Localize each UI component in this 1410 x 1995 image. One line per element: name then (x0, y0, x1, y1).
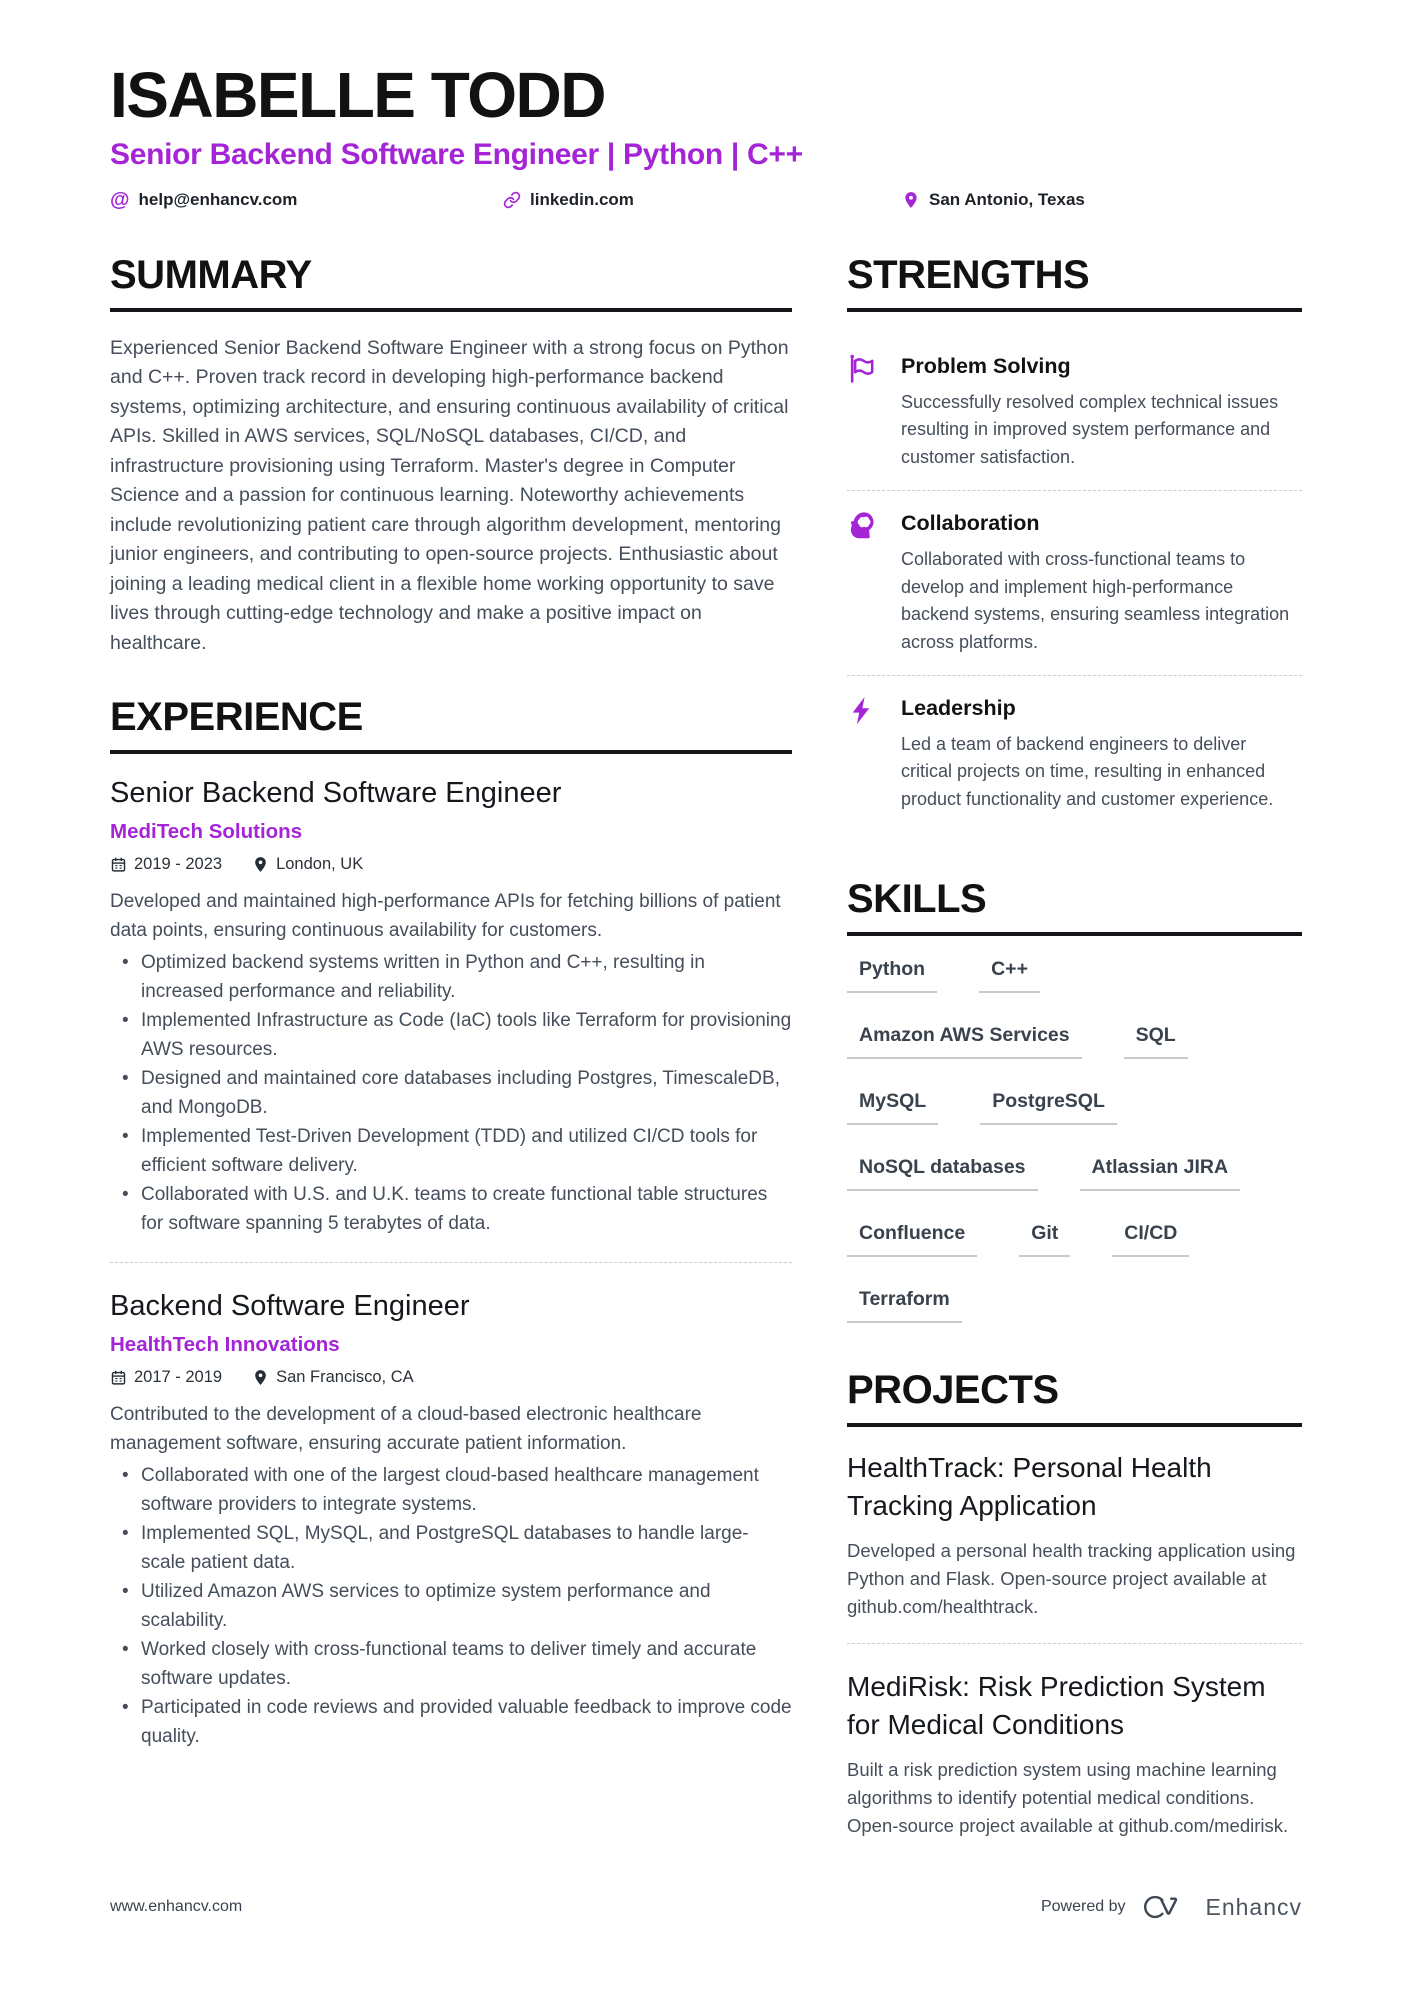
bullet-item: • Participated in code reviews and provided valuable feedback to improve code quality. (110, 1693, 792, 1751)
project-title: HealthTrack: Personal Health Tracking Application (847, 1452, 1212, 1522)
project-title: MediRisk: Risk Prediction System for Medical Conditions (847, 1671, 1266, 1741)
calendar-icon (110, 1369, 127, 1386)
summary-text: Experienced Senior Backend Software Engineer with a strong focus on Python and C++. Proven track record in developing high-performance backend systems, optimizing architecture, and ensuring continuous availability of critical APIs. Skilled in AWS services, SQL/NoSQL databases, CI/CD, and infrastructure provisioning using Terraform. Master's degree in Computer Science and a passion for continuous learning. Noteworthy achievements include revolutionizing patient care through algorithm development, mentoring junior engineers, and contributing to open-source projects. Enthusiastic about joining a leading medical client in a flexible home working opportunity to save lives through cutting-edge technology and make a positive impact on healthcare. (110, 336, 789, 654)
candidate-name: ISABELLE TODD (110, 59, 605, 131)
skills-list (847, 958, 1302, 1323)
strength-title: Collaboration (901, 511, 1040, 536)
experience-section (110, 696, 792, 1775)
strength-title: Problem Solving (901, 353, 1071, 378)
bullet-item: • Collaborated with U.S. and U.K. teams to create functional table structures for software spanning 5 terabytes of data. (110, 1180, 792, 1238)
summary-heading: SUMMARY (110, 254, 792, 312)
skill-tag: Terraform (847, 1288, 962, 1323)
strengths-heading: STRENGTHS (847, 254, 1302, 312)
skill-tag: SQL (1124, 1024, 1188, 1059)
projects-heading: PROJECTS (847, 1369, 1302, 1427)
bullet-item: • Worked closely with cross-functional teams to deliver timely and accurate software updates. (110, 1635, 792, 1693)
powered-by-logo[interactable] (1041, 1891, 1302, 1923)
project-text: Built a risk prediction system using machine learning algorithms to identify potential medical conditions. Open-source project available at github.com/medirisk. (847, 1759, 1289, 1837)
header (110, 59, 1302, 210)
project-item (847, 1643, 1302, 1862)
job-dates: 2017 - 2019 (110, 1368, 222, 1387)
footer (110, 1891, 1302, 1923)
skill-tag: Confluence (847, 1222, 977, 1257)
skill-tag: MySQL (847, 1090, 938, 1125)
powered-by-label: Powered by (1040, 1898, 1126, 1915)
link-icon (503, 191, 521, 209)
right-column (847, 254, 1302, 1909)
strength-text: Successfully resolved complex technical issues resulting in improved system performance and customer satisfaction. (901, 391, 1279, 467)
skill-tag: C++ (979, 958, 1040, 993)
skill-tag: Python (847, 958, 937, 993)
lightning-bolt-icon (847, 695, 901, 813)
job-meta (110, 1368, 792, 1387)
job-bullet-list (110, 1461, 792, 1751)
contact-email-link[interactable] (110, 190, 503, 210)
job-description: Developed and maintained high-performance APIs for fetching billions of patient data points, ensuring continuous availability for customers. (110, 891, 781, 942)
skill-tag: CI/CD (1112, 1222, 1189, 1257)
head-brain-icon (847, 510, 901, 656)
job-meta (110, 855, 792, 874)
strength-item (847, 675, 1302, 832)
job-dates: 2019 - 2023 (110, 855, 222, 874)
contact-linkedin-link[interactable] (503, 190, 902, 210)
skill-tag: PostgreSQL (980, 1090, 1117, 1125)
job-entry (110, 776, 792, 1262)
flag-icon (847, 353, 901, 471)
contact-location-text: San Antonio, Texas (929, 189, 1085, 209)
skill-tag: NoSQL databases (847, 1156, 1038, 1191)
strength-text: Led a team of backend engineers to deliver critical projects on time, resulting in enhanced product functionality and customer experience. (901, 733, 1274, 809)
contact-location (902, 190, 1085, 210)
contact-linkedin-text: linkedin.com (530, 189, 634, 209)
project-text: Developed a personal health tracking application using Python and Flask. Open-source project available at github.com/healthtrack. (847, 1540, 1296, 1618)
job-title: Senior Backend Software Engineer (110, 777, 562, 810)
job-entry (110, 1262, 792, 1775)
job-title: Backend Software Engineer (110, 1290, 470, 1323)
strength-title: Leadership (901, 696, 1016, 721)
left-column (110, 254, 792, 1813)
enhancv-logo-icon (1139, 1891, 1191, 1923)
location-pin-icon (902, 191, 920, 209)
bullet-item: • Implemented Infrastructure as Code (IaC) tools like Terraform for provisioning AWS resources. (110, 1006, 792, 1064)
job-bullet-list (110, 948, 792, 1238)
skill-tag: Atlassian JIRA (1080, 1156, 1241, 1191)
bullet-item: • Collaborated with one of the largest cloud-based healthcare management software providers to integrate systems. (110, 1461, 792, 1519)
enhancv-logo-text: Enhancv (1205, 1893, 1302, 1920)
bullet-item: • Implemented SQL, MySQL, and PostgreSQL databases to handle large-scale patient data. (110, 1519, 792, 1577)
website-link[interactable]: www.enhancv.com (110, 1898, 243, 1915)
bullet-item: • Designed and maintained core databases including Postgres, TimescaleDB, and MongoDB. (110, 1064, 792, 1122)
strength-text: Collaborated with cross-functional teams to develop and implement high-performance backend systems, ensuring seamless integration across platforms. (901, 549, 1290, 652)
job-location: London, UK (252, 855, 363, 874)
pin-icon (252, 856, 269, 873)
strengths-section (847, 254, 1302, 833)
job-description: Contributed to the development of a cloud-based electronic healthcare management software, ensuring accurate patient information. (110, 1403, 702, 1454)
company-name: HealthTech Innovations (110, 1332, 340, 1356)
contact-email-text: help@enhancv.com (138, 189, 298, 209)
job-location: San Francisco, CA (252, 1368, 414, 1387)
skill-tag: Amazon AWS Services (847, 1024, 1082, 1059)
skills-heading: SKILLS (847, 878, 1302, 936)
contact-row (110, 190, 1302, 210)
strength-item (847, 334, 1302, 490)
bullet-item: • Implemented Test-Driven Development (TDD) and utilized CI/CD tools for efficient software delivery. (110, 1122, 792, 1180)
projects-section (847, 1369, 1302, 1862)
summary-section (110, 254, 792, 659)
pin-icon (252, 1369, 269, 1386)
bullet-item: • Utilized Amazon AWS services to optimize system performance and scalability. (110, 1577, 792, 1635)
calendar-icon (110, 856, 127, 873)
experience-heading: EXPERIENCE (110, 696, 792, 754)
company-name: MediTech Solutions (110, 820, 303, 844)
skills-section (847, 878, 1302, 1323)
bullet-item: • Optimized backend systems written in Python and C++, resulting in increased performance and reliability. (110, 948, 792, 1006)
project-item (847, 1449, 1302, 1643)
at-icon (110, 190, 130, 210)
candidate-role: Senior Backend Software Engineer | Python | C++ (110, 137, 803, 171)
strength-item (847, 490, 1302, 675)
skill-tag: Git (1019, 1222, 1070, 1257)
